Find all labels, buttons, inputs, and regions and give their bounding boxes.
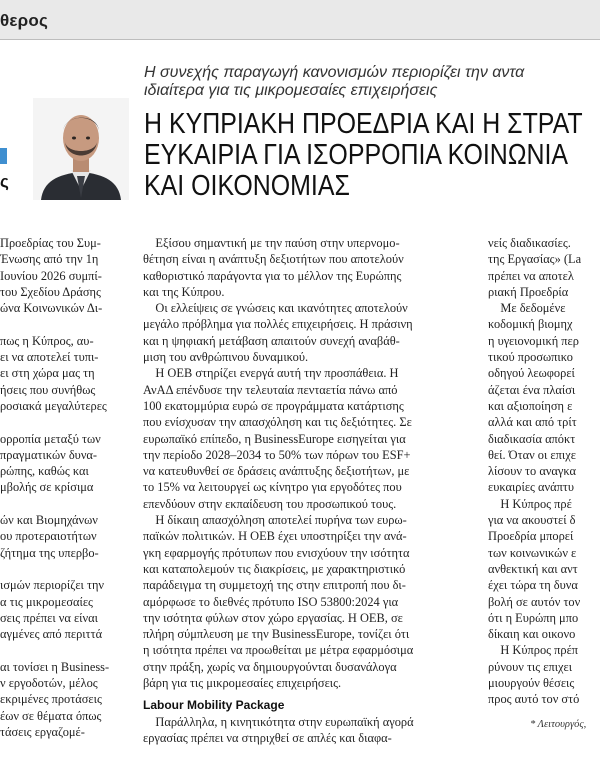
text-line: 100 εκατομμύρια ευρώ σε προγράμματα κατάρτισης <box>143 398 404 413</box>
headline-line: ΕΥΚΑΙΡΙΑ ΓΙΑ ΙΣΟΡΡΟΠΙΑ ΚΟΙΝΩΝΙΑ <box>144 139 569 171</box>
text-line: Ένωσης από την 1η <box>0 252 99 267</box>
author-portrait-image <box>33 98 129 200</box>
text-line <box>0 561 130 577</box>
text-line: επενδύουν στην εκπαίδευση του προσωπικού τους. <box>143 496 397 511</box>
text-line: ζήτημα της υπερβο- <box>0 545 99 560</box>
text-line: αι τονίσει η Business- <box>0 659 110 674</box>
text-line: ρύνουν τις επιχει <box>488 659 573 674</box>
section-header <box>0 0 600 40</box>
text-line: ου προτεραιοτήτων <box>0 529 97 544</box>
text-line: Οι ελλείψεις σε γνώσεις και ικανότητες αποτελούν <box>143 301 408 316</box>
text-line: πραγματικών δυνα- <box>0 447 98 462</box>
text-line: Η ΟΕΒ στηρίζει ενεργά αυτή την προσπάθεια. Η <box>143 366 399 381</box>
text-line: στην πράξη, χωρίς να δημιουργούνται δυσανάλογα <box>143 659 397 674</box>
text-line: και καταπολεμούν τις διακρίσεις, με χαρακτηριστικό <box>143 561 406 576</box>
text-line: Προεδρία μπορεί <box>488 529 574 544</box>
text-line: παϊκών πολιτικών. Η ΟΕΒ έχει υποστηρίξει την ανά- <box>143 529 407 544</box>
text-line: Με δεδομένε <box>488 301 566 316</box>
text-line: πως η Κύπρος, αυ- <box>0 333 94 348</box>
text-line: των κοινωνικών ε <box>488 545 577 560</box>
text-line: για να ακουστεί δ <box>488 513 576 528</box>
text-line: ροσιακά μεγαλύτερες <box>0 398 107 413</box>
text-line: καθοριστικό παράγοντα για το μέλλον της Ευρώπης <box>143 268 402 283</box>
section-label: θερος <box>0 11 48 30</box>
body-column-1 <box>0 235 130 740</box>
text-line: εργασίας πρέπει να στηριχθεί σε απλές και διαφα- <box>143 730 392 745</box>
text-line: ισμών περιορίζει την <box>0 578 105 593</box>
text-line: την περίοδο 2028–2034 το 50% των πόρων του ESF+ <box>143 447 411 462</box>
text-line: το 15% να λειτουργεί ως κίνητρο για εργοδότες που <box>143 480 402 495</box>
text-line: ανθεκτική και αντ <box>488 561 578 576</box>
text-line: ΑνΑΔ επένδυσε την τελευταία πενταετία πάνω από <box>143 382 398 397</box>
text-line: Παράλληλα, η κινητικότητα στην ευρωπαϊκή αγορά <box>143 714 414 729</box>
subheading: Labour Mobility Package <box>143 698 285 713</box>
text-line: θέτηση είναι η ανάπτυξη δεξιοτήτων που αποτελούν <box>143 252 404 267</box>
text-line: ώνα Κοινωνικών Δι- <box>0 301 103 316</box>
deck-line: ιδιαίτερα για τις μικρομεσαίες επιχειρήσεις <box>144 82 438 99</box>
text-line: πρέπει να αποτελ <box>488 268 574 283</box>
text-line: αγμένες από περιττά <box>0 627 103 642</box>
text-line: κοδομική βιομηχ <box>488 317 573 332</box>
text-line: πλήρη σύμπλευση με την BusinessEurope, τονίζει ότι <box>143 627 410 642</box>
text-line: άζεται ένα πλαίσι <box>488 382 576 397</box>
text-line: και αξιοποίηση ε <box>488 398 573 413</box>
text-line: ει να αποτελεί τυπι- <box>0 350 99 365</box>
text-line <box>0 496 130 512</box>
text-line: ευρωπαϊκό επίπεδο, η BusinessEurope εισηγείται για <box>143 431 406 446</box>
text-line: βολή σε αυτόν τον <box>488 594 581 609</box>
text-line: α τις μικρομεσαίες <box>0 594 93 609</box>
text-line: έχει τώρα τη δυνα <box>488 578 578 593</box>
text-line: τάσεις εργαζομέ- <box>0 724 85 739</box>
text-line: μιση του ανθρώπινου δυναμικού. <box>143 350 309 365</box>
article-deck <box>144 64 600 100</box>
text-line: έων σε θέματα όπως <box>0 708 102 723</box>
text-line: θεί. Όταν οι επιχε <box>488 447 576 462</box>
text-line: Η Κύπρος πρέ <box>488 496 572 511</box>
text-line: μεγάλο πρόβλημα για πολλές επιχειρήσεις. Η πράσινη <box>143 317 413 332</box>
body-column-3 <box>488 235 600 708</box>
text-line: να κατευθυνθεί σε δράσεις ανάπτυξης δεξιοτήτων, με <box>143 464 410 479</box>
text-line: ότι η Ευρώπη μπο <box>488 610 579 625</box>
text-line: Ιουνίου 2026 συμπί- <box>0 268 102 283</box>
headline-line: Η ΚΥΠΡΙΑΚΗ ΠΡΟΕΔΡΙΑ ΚΑΙ Η ΣΤΡΑΤ <box>144 109 583 140</box>
text-line <box>0 316 130 332</box>
text-line <box>0 414 130 430</box>
text-line: Η δίκαιη απασχόληση αποτελεί πυρήνα των ευρω- <box>143 513 407 528</box>
deck-line: Η συνεχής παραγωγή κανονισμών περιορίζει την αντα <box>144 64 525 81</box>
text-line: προς αυτό τον στό <box>488 692 580 707</box>
author-accent-bar <box>0 148 7 164</box>
text-line: ορροπία μεταξύ των <box>0 431 101 446</box>
text-line: Η Κύπρος πρέπ <box>488 643 579 658</box>
text-line: αμόρφωσε το διεθνές πρότυπο ISO 53800:2024 για <box>143 594 399 609</box>
text-line: μβολής σε κρίσιμα <box>0 480 94 495</box>
text-line: και της Κύπρου. <box>143 284 225 299</box>
text-line: του Σχεδίου Δράσης <box>0 284 101 299</box>
text-line: βάρη για τις μικρομεσαίες επιχειρήσεις. <box>143 676 342 691</box>
text-line: διαδικασία απόκτ <box>488 431 576 446</box>
text-line: μιουργούν θέσεις <box>488 676 575 691</box>
author-photo <box>33 98 129 200</box>
text-line: ών και Βιομηχάνων <box>0 513 98 528</box>
text-line: δίκαιη και οικονο <box>488 627 576 642</box>
text-line: Εξίσου σημαντική με την παύση στην υπερνομο- <box>143 236 400 250</box>
text-line: ευκαιρίες ανάπτυ <box>488 480 574 495</box>
text-line: λίσουν το αναγκα <box>488 464 577 479</box>
text-line: που ενίσχυσαν την απασχόληση και τις δεξιότητες. Σε <box>143 415 412 430</box>
article-headline <box>144 109 600 202</box>
text-line <box>0 642 130 658</box>
text-line: Προεδρίας του Συμ- <box>0 236 101 250</box>
text-line: ει στη χώρα μας τη <box>0 366 95 381</box>
text-line: η υγειονομική περ <box>488 333 579 348</box>
text-line: τικού προσωπικο <box>488 350 573 365</box>
text-line: οδηγού λεωφορεί <box>488 366 575 381</box>
footnote: * Λειτουργός, <box>530 719 587 730</box>
text-line: την ισότητα φύλων στον χώρο εργασίας. Η ΟΕΒ, σε <box>143 610 403 625</box>
text-line: ν εργοδοτών, μέλος <box>0 676 98 691</box>
text-line: η ισότητα πρέπει να προωθείται με μέτρα εφαρμόσιμα <box>143 643 414 658</box>
text-line: ριακή Προεδρία <box>488 284 569 299</box>
text-line: και η ψηφιακή μετάβαση απαιτούν συνεχή αναβάθ- <box>143 333 400 348</box>
headline-line: ΚΑΙ ΟΙΚΟΝΟΜΙΑΣ <box>144 170 350 202</box>
text-line: εκριμένες προτάσεις <box>0 692 102 707</box>
text-line: σεις πρέπει να είναι <box>0 610 98 625</box>
text-line: νείς διαδικασίες. <box>488 236 571 250</box>
text-line: γκη εφαρμογής πρότυπων που ενισχύουν την ισότητα <box>143 545 410 560</box>
text-line: ρώπης, καθώς και <box>0 464 89 479</box>
text-line: ήσεις που συνήθως <box>0 382 96 397</box>
text-line: της Εργασίας» (La <box>488 252 582 267</box>
text-line: αλλά και από τρίτ <box>488 415 577 430</box>
text-line: παράδειγμα τη συμμετοχή της στην επιτροπή που δι- <box>143 578 406 593</box>
section-divider <box>0 39 600 40</box>
body-column-2 <box>143 235 473 746</box>
author-name-fragment: ς <box>0 172 9 191</box>
